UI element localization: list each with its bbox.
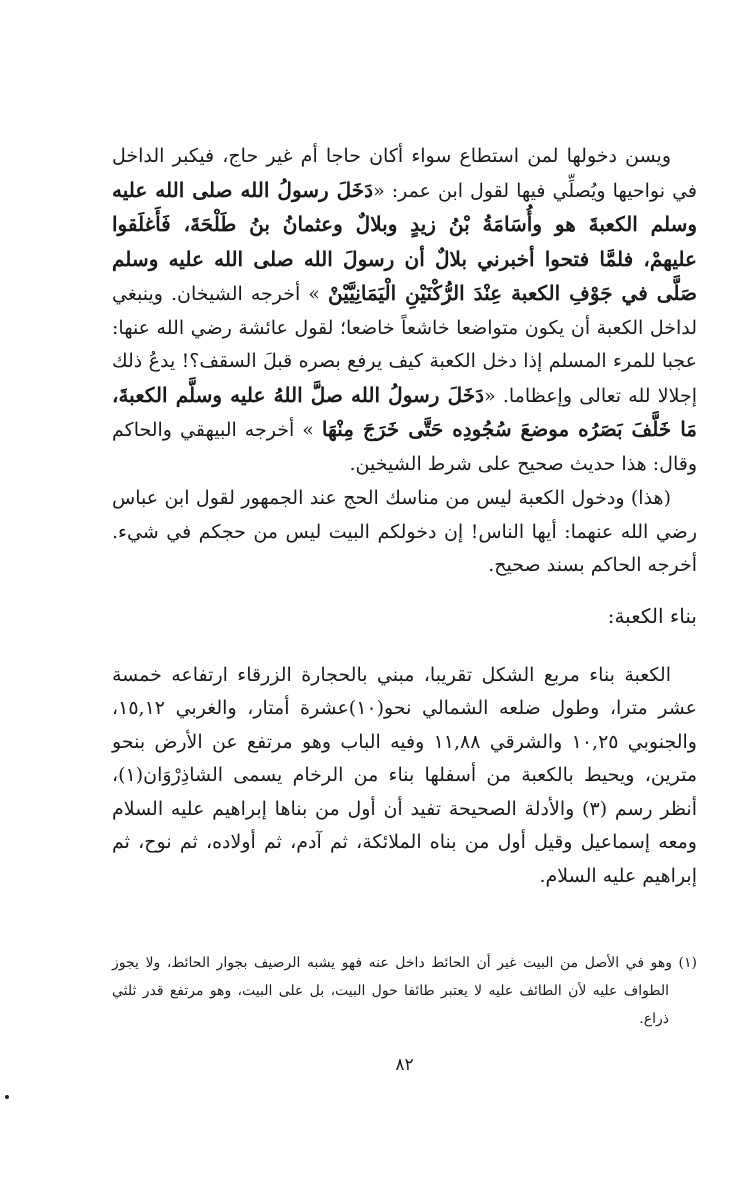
hadith-quote-ibn-umar: دَخَلَ رسولُ الله صلى الله عليه وسلم الكعبةَ هو وأُسَامَةُ بْنُ زيدٍ وبلالٌ وعثمانُ بنُ طَلْحَةَ، فَأَغلَقوا عليهمْ، فلمَّا فتحوا أخبرني بلالٌ أن رسولَ الله صلى الله عليه وسلم صَلَّى في جَوْفِ الكعبة عِنْدَ الرُّكْنَيْنِ الْيَمَانِيَّيْنْ	[112, 177, 698, 305]
paragraph-not-hajj-rite: (هذا) ودخول الكعبة ليس من مناسك الحج عند الجمهور لقول ابن عباس رضي الله عنهما: أيها الناس! إن دخولكم البيت ليس من حجكم في شيء. أخرجه الحاكم بسند صحيح.	[112, 487, 697, 576]
paragraph-text-intro: ويسن دخولها لمن استطاع سواء أكان حاجا أم غير حاج، فيكبر الداخل في نواحيها ويُصلِّي فيها لقول ابن عمر: «	[112, 145, 697, 202]
paragraph-text-source: » أخرجه البيهقي والحاكم وقال: هذا حديث صحيح على شرط الشيخين.	[112, 419, 697, 475]
hadith-quote-aisha: دَخَلَ رسولُ الله صلَّ اللهُ عليه وسلَّم الكعبةَ، مَا خَلَّفَ بَصَرُه موضعَ سُجُودِه حَتَّى خَرَجَ مِنْهَا	[112, 382, 698, 441]
paragraph-entering-kaaba	[112, 140, 697, 481]
footnote-shadharwan: (١) وهو في الأصل من البيت غير أن الحائط داخل عنه فهو يشبه الرصيف بجوار الحائط، ولا يجوز الطواف عليه لأن الطائف عليه لا يعتبر طائفا حول البيت، بل على البيت، وهو مرتفع قدر ثلثي ذراع.	[112, 955, 697, 1027]
book-page	[112, 140, 697, 1075]
paragraph-text-aisha: » أخرجه الشيخان. وينبغي لداخل الكعبة أن يكون متواضعا خاشعاً خاضعا؛ لقول عائشة رضي الله عنها: عجبا للمرء المسلم إذا دخل الكعبة كيف يرفع بصره قبلَ السقف؟! يدعُ ذلك إجلالا لله تعالى وإعظاما. «	[112, 283, 697, 407]
paragraph-kaaba-description: الكعبة بناء مربع الشكل تقريبا، مبني بالحجارة الزرقاء ارتفاعه خمسة عشر مترا، وطول ضلعه الشمالي نحو(١٠)عشرة أمتار، والغربي ١٥,١٢، والجنوبي ١٠,٢٥ والشرقي ١١,٨٨ وفيه الباب وهو مرتفع عن الأرض بنحو مترين، ويحيط بالكعبة من أسفلها بناء من الرخام يسمى الشاذِرْوَان(١)، أنظر رسم (٣) والأدلة الصحيحة تفيد أن أول من بناها إبراهيم عليه السلام ومعه إسماعيل وقيل أول من بناه الملائكة، ثم آدم، ثم أولاده، ثم نوح، ثم إبراهيم عليه السلام.	[112, 663, 697, 887]
scan-speck	[5, 1095, 9, 1099]
page-number: ٨٢	[395, 1055, 414, 1075]
section-heading-kaaba-construction: بناء الكعبة:	[607, 603, 697, 628]
